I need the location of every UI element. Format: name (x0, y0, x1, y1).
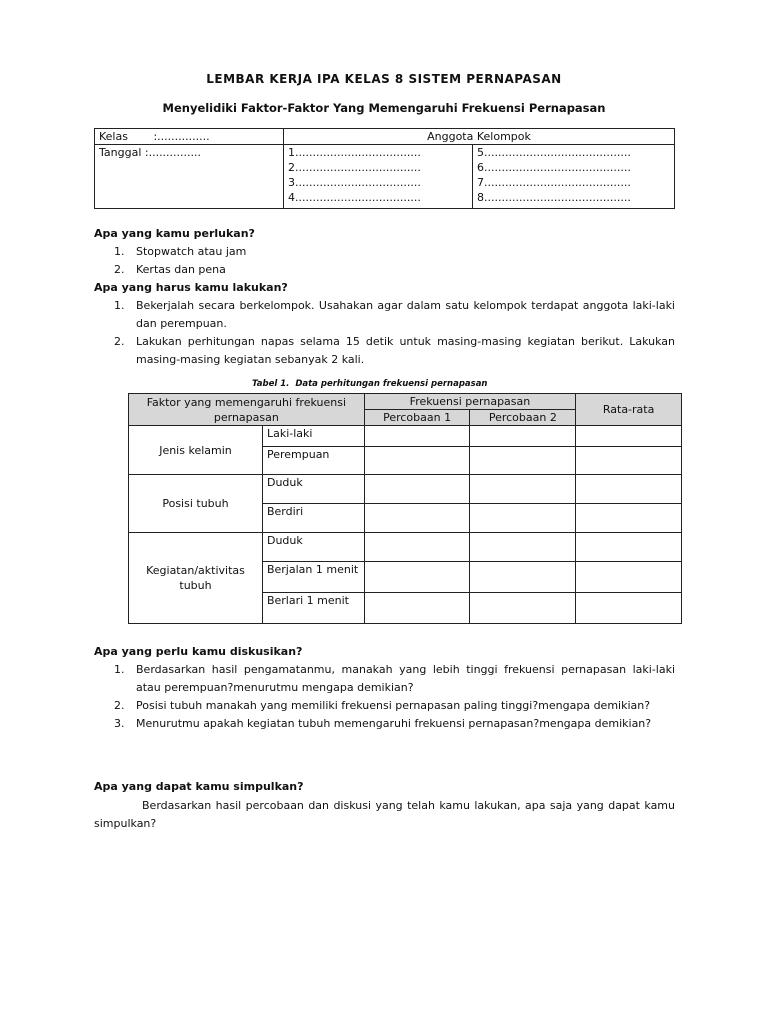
frequency-data-table (128, 393, 682, 624)
kelas-value: :............... (153, 130, 210, 143)
table-cell (576, 504, 682, 533)
table-cell (470, 533, 576, 562)
table-cell (470, 475, 576, 504)
table-cell (470, 504, 576, 533)
table-cell (364, 426, 470, 447)
list-item: 3. Menurutmu apakah kegiatan tubuh memengaruhi frekuensi pernapasan?mengapa demikian? (114, 717, 652, 730)
conclude-paragraph: Berdasarkan hasil percobaan dan diskusi yang telah kamu lakukan, apa saja yang dapat kamu simpulkan? (94, 799, 675, 830)
table-cell (364, 475, 470, 504)
anggota-header: Anggota Kelompok (284, 129, 675, 145)
todo-heading: Apa yang harus kamu lakukan? (94, 281, 288, 294)
table-cell (576, 593, 682, 624)
member-line-2: 2.................................... (288, 161, 421, 174)
table-cell (364, 593, 470, 624)
member-line-6: 6.......................................... (477, 161, 631, 174)
needs-heading: Apa yang kamu perlukan? (94, 227, 255, 240)
table-cell (364, 447, 470, 475)
table-cell (364, 562, 470, 593)
member-line-4: 4.................................... (288, 191, 421, 204)
factor-row-label: Berjalan 1 menit (262, 562, 364, 593)
members-right-cell (473, 145, 675, 209)
average-header: Rata-rata (576, 394, 682, 426)
frequency-header: Frekuensi pernapasan (364, 394, 576, 410)
table-caption: Tabel 1. Data perhitungan frekuensi pernapasan (252, 379, 488, 389)
table-cell (364, 533, 470, 562)
member-line-5: 5.......................................... (477, 146, 631, 159)
discuss-list (94, 661, 675, 733)
factor-row-label: Berdiri (262, 504, 364, 533)
factor-row-label: Laki-laki (262, 426, 364, 447)
discuss-heading: Apa yang perlu kamu diskusikan? (94, 645, 303, 658)
member-line-7: 7.......................................... (477, 176, 631, 189)
table-cell (576, 426, 682, 447)
factor-row-label: Duduk (262, 475, 364, 504)
factor-row-label: Perempuan (262, 447, 364, 475)
list-item: 1. Bekerjalah secara berkelompok. Usahakan agar dalam satu kelompok terdapat anggota laki-laki dan perempuan. (114, 299, 675, 330)
conclude-heading: Apa yang dapat kamu simpulkan? (94, 780, 304, 793)
table-cell (576, 533, 682, 562)
table-cell (364, 504, 470, 533)
member-line-3: 3.................................... (288, 176, 421, 189)
factor-row-label: Duduk (262, 533, 364, 562)
kelas-cell (95, 129, 284, 145)
group-cell: Posisi tubuh (129, 475, 263, 533)
group-cell: Jenis kelamin (129, 426, 263, 475)
trial1-header: Percobaan 1 (364, 410, 470, 426)
kelas-label: Kelas (99, 130, 128, 143)
list-item: 2. Posisi tubuh manakah yang memiliki frekuensi pernapasan paling tinggi?mengapa demikian? (114, 699, 651, 712)
table-cell (470, 447, 576, 475)
list-item: 2. Kertas dan pena (114, 263, 226, 276)
list-item: 1. Berdasarkan hasil pengamatanmu, manakah yang lebih tinggi frekuensi pernapasan laki-laki atau perempuan?menurutmu mengapa demikian? (114, 663, 675, 694)
page-title: LEMBAR KERJA IPA KELAS 8 SISTEM PERNAPASAN (206, 72, 562, 86)
table-cell (576, 447, 682, 475)
member-line-1: 1.................................... (288, 146, 421, 159)
page-subtitle: Menyelidiki Faktor-Faktor Yang Memengaruhi Frekuensi Pernapasan (162, 101, 606, 115)
table-cell (470, 426, 576, 447)
needs-list (94, 243, 675, 279)
tanggal-cell: Tanggal :............... (95, 145, 284, 209)
table-cell (470, 562, 576, 593)
todo-list (94, 297, 675, 369)
list-item: 2. Lakukan perhitungan napas selama 15 detik untuk masing-masing kegiatan berikut. Lakukan masing-masing kegiatan sebanyak 2 kali. (114, 335, 675, 366)
table-cell (576, 562, 682, 593)
trial2-header: Percobaan 2 (470, 410, 576, 426)
members-left-cell (284, 145, 473, 209)
factor-row-label: Berlari 1 menit (262, 593, 364, 624)
member-line-8: 8.......................................... (477, 191, 631, 204)
group-cell: Kegiatan/aktivitas tubuh (129, 533, 263, 624)
list-item: 1. Stopwatch atau jam (114, 245, 247, 258)
factor-header: Faktor yang memengaruhi frekuensi pernapasan (129, 394, 365, 426)
group-info-table (94, 128, 675, 209)
table-cell (576, 475, 682, 504)
table-cell (470, 593, 576, 624)
